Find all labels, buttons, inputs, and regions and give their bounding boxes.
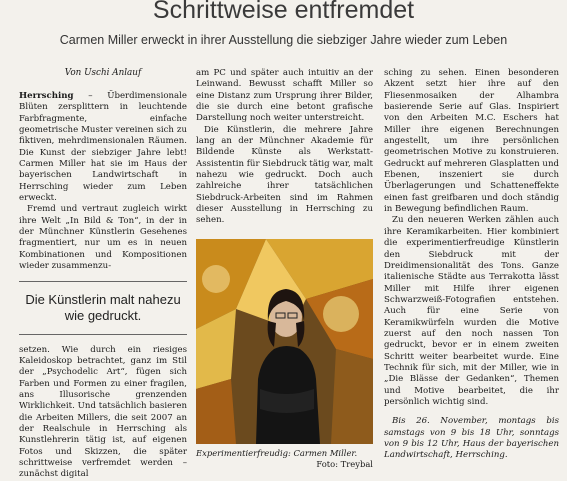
dateline: Herrsching (19, 91, 74, 101)
subheadline: Carmen Miller erweckt in ihrer Ausstellung die siebziger Jahre wieder zum Leben (59, 33, 508, 47)
photo-caption: Experimentierfreudig: Carmen Miller. (196, 447, 358, 458)
photo-credit: Foto: Treybal (316, 458, 373, 469)
divider (19, 281, 187, 282)
paragraph-4: am PC und später auch intuitiv an der Leinwand. Bewusst schafft Miller so eine Distanz zum Ursprung ihrer Bilder, die sie durch eine betont grafische Darstellung noch weiter unterstreicht. (196, 68, 373, 124)
paragraph-2: Fremd und vertraut zugleich wirkt ihre Welt „In Bild & Ton“, in der in der Münchner Künstlerin Gesehenes fragmentiert, nur um es in neuen Kombinationen und Kompositionen wieder zusammenzu- (19, 204, 187, 272)
divider (19, 334, 187, 335)
column-2 (196, 68, 373, 470)
byline: Von Uschi Anlauf (64, 68, 142, 78)
paragraph-6: sching zu sehen. Einen besonderen Akzent setzt hier ihre auf den Fliesenmosaiken der Alhambra basierende Serie auf Glas. Inspiriert von den Arbeiten M.C. Eschers hat Miller ihre eigenen Berechnungen angestellt, um ihre persönlichen geometrischen Motive zu konstruieren. Gedruckt auf mehreren Glasplatten und Ebenen, inszeniert sie durch Überlagerungen und Schatteneffekte einen fast greifbaren und doch ständig in Bewegung befindlichen Raum. (384, 68, 559, 215)
paragraph-5: Die Künstlerin, die mehrere Jahre lang an der Münchner Akademie für Bildende Künste als Werkstatt-Assistentin für Siebdruck tätig war, malt nahezu wie gedruckt. Doch auch zahlreiche ihrer tatsächlichen Siebdruck-Arbeiten sind im Rahmen dieser Ausstellung in Herrsching zu sehen. (196, 124, 373, 226)
intro-text: – Überdimensionale Blüten zersplittern in leuchtende Farbfragmente, einfache geometrische Muster vereinen sich zu fiktiven, mehrdimensionalen Räumen. Die Kunst der siebziger Jahre lebt! Carmen Miller hat sie im Haus der bayerischen Landwirtschaft in Herrsching wieder zum Leben erweckt. (19, 91, 187, 204)
column-1 (19, 68, 187, 481)
pull-quote: Die Künstlerin malt nahezu wie gedruckt. (25, 291, 181, 323)
artist-photo (196, 239, 373, 444)
paragraph-3: setzen. Wie durch ein riesiges Kaleidoskop betrachtet, ganz im Stil der „Psychodelic Art“, fügen sich Farben und Formen zu einer fragilen, ans Illusorische grenzenden Wirklichkeit. Und tatsächlich basieren die Arbeiten Millers, die seit 2007 an der Realschule in Herrsching als Kunstlehrerin tätig ist, auf eigenen Fotos und Skizzen, die später schrittweise verfremdet werden – zunächst digital (19, 344, 187, 480)
paragraph-intro (19, 91, 187, 204)
exhibition-info: Bis 26. November, montags bis samstags von 9 bis 18 Uhr, sonntags von 9 bis 12 Uhr, Haus der bayerischen Landwirtschaft, Herrsching. (384, 416, 559, 461)
column-3 (384, 68, 559, 462)
headline: Schrittweise entfremdet (152, 0, 415, 24)
paragraph-7: Zu den neueren Werken zählen auch ihre Keramikarbeiten. Hier kombiniert die experimentierfreudige Künstlerin den Siebdruck mit der Dreidimensionalität des Tons. Ganze italienische Städte aus Terrakotta lässt Miller mit Hilfe ihrer eigenen Schwarzweiß-Fotografien entstehen. Auch für eine Serie von Keramikwürfeln wurden die Motive zuerst auf den noch nassen Ton gedruckt, bevor er in einem zweiten Schritt weiter bearbeitet wurde. Eine Technik für sich, mit der Miller, wie in „Die Blässe der Gedanken“, Themen und Motive bearbeitet, die ihr persönlich wichtig sind. (384, 215, 559, 407)
